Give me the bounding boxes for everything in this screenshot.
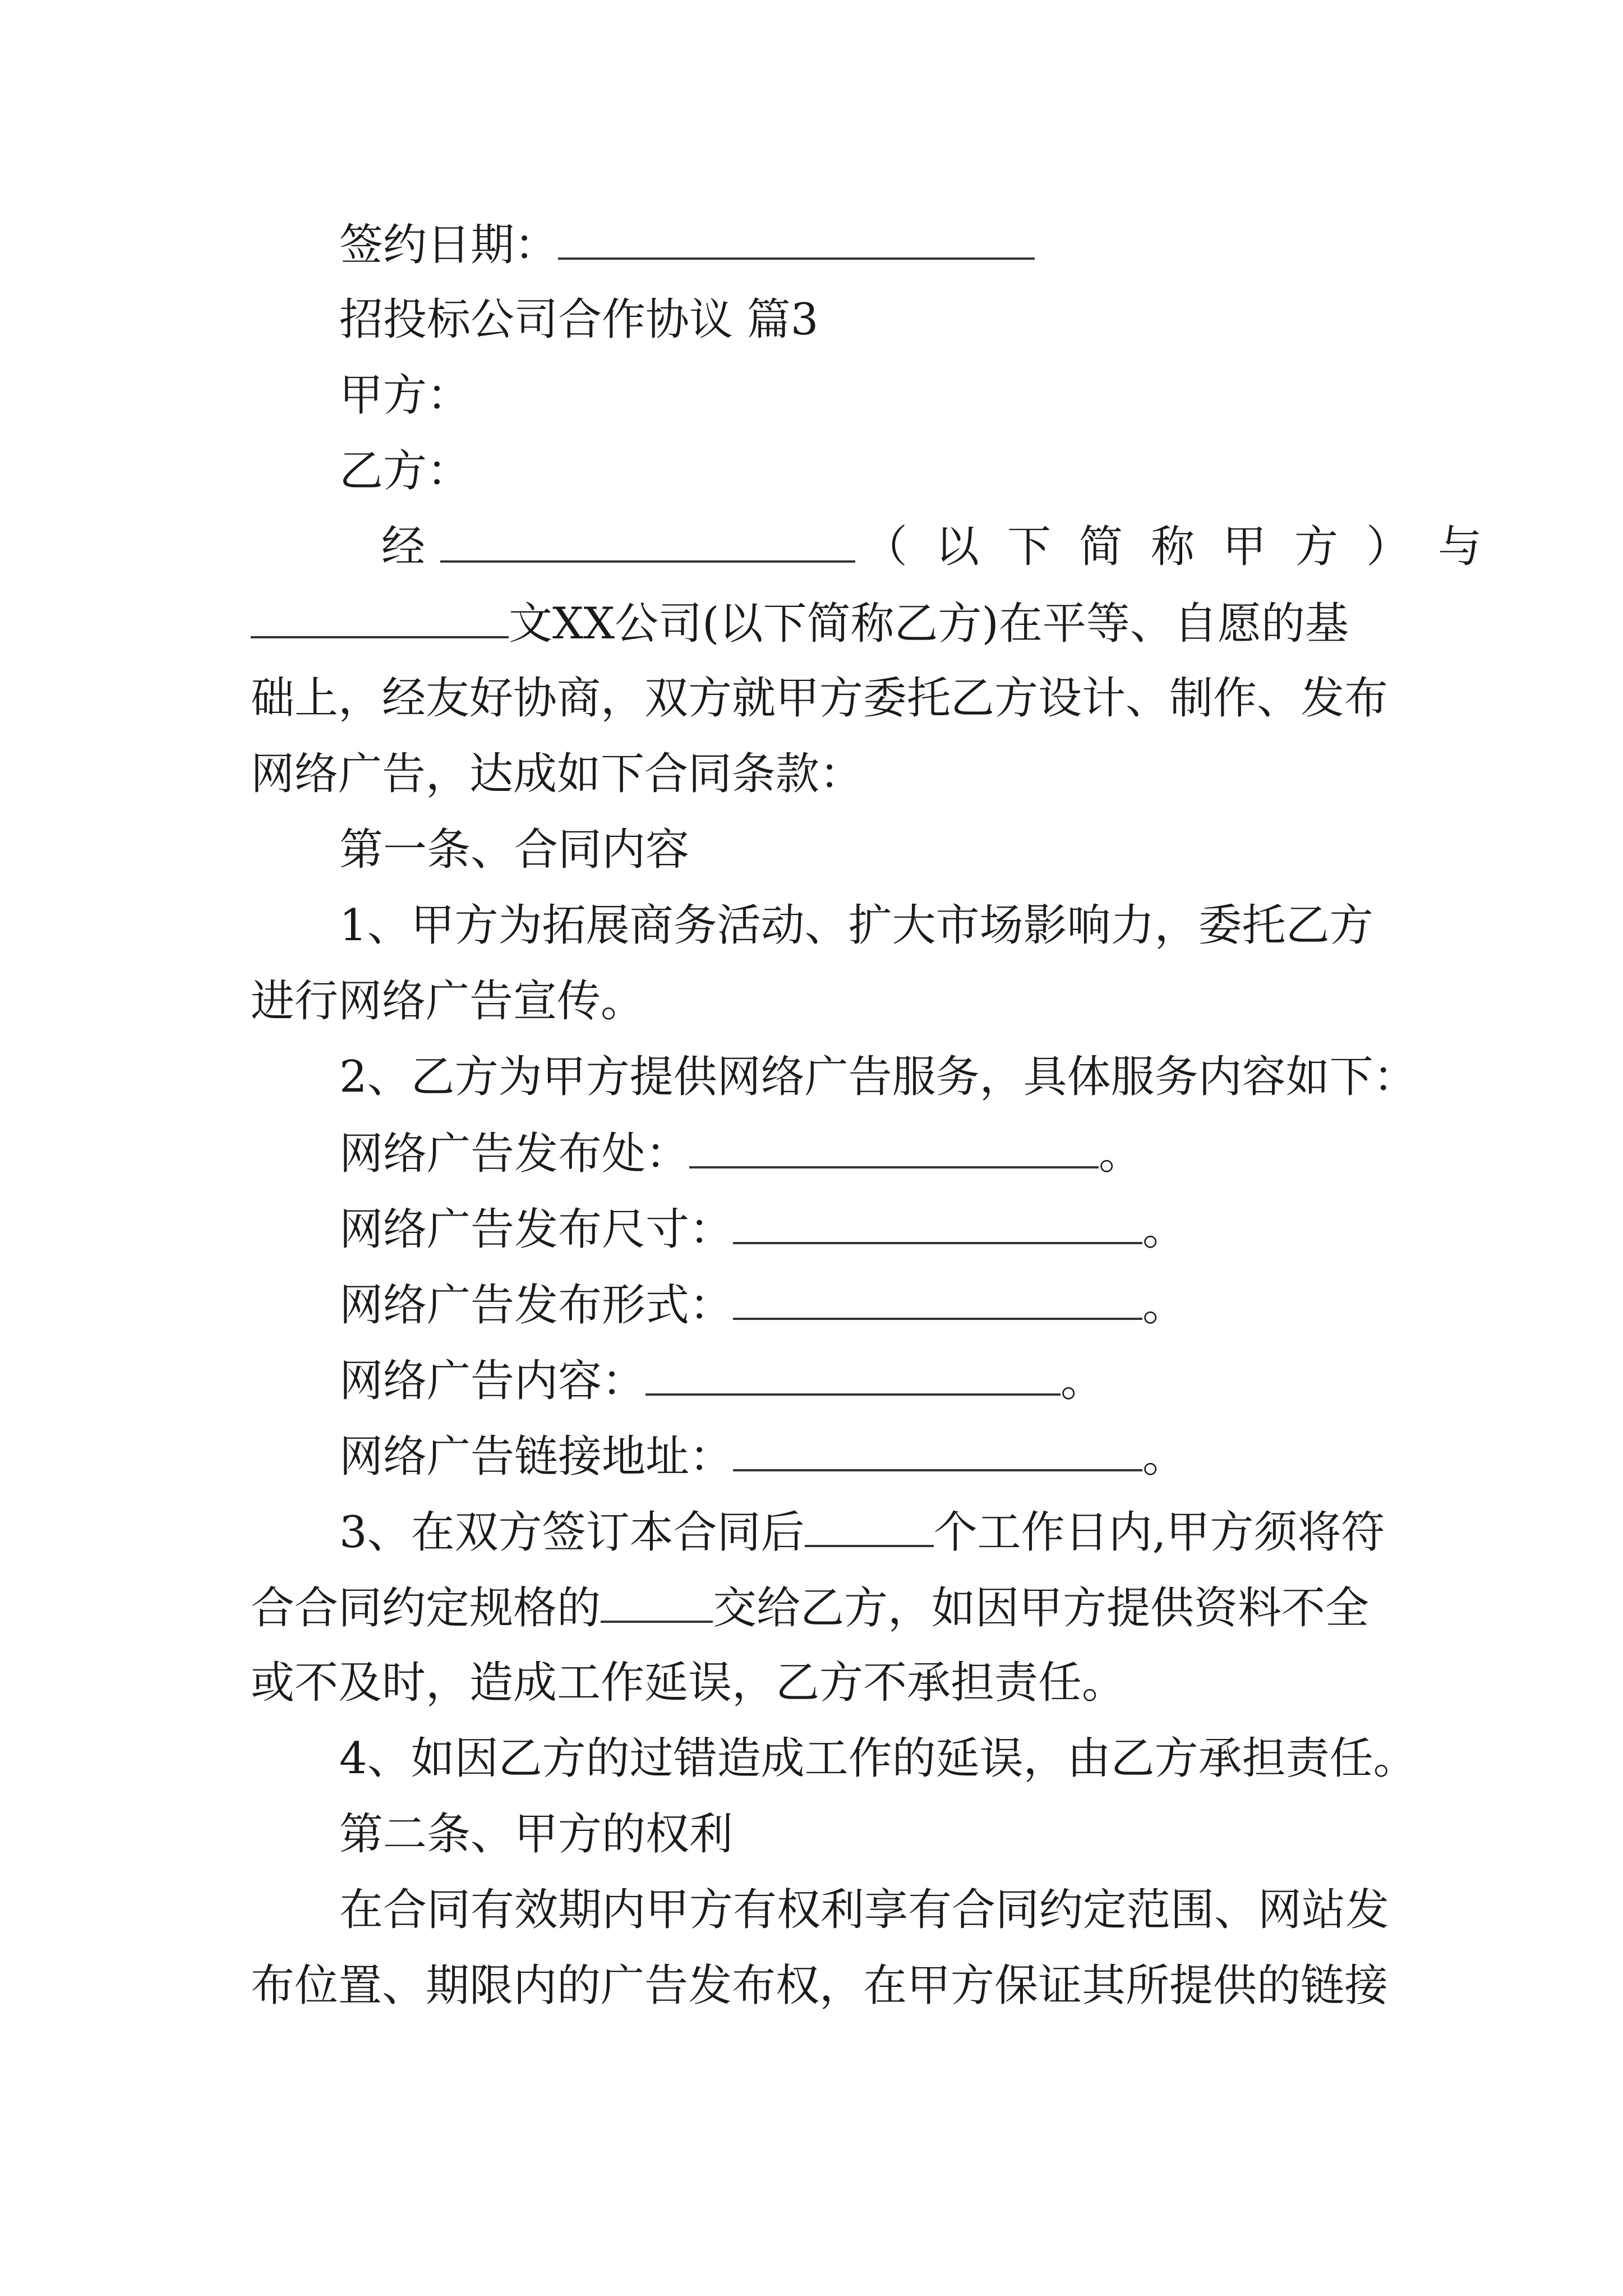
intro-line-1 [381, 519, 425, 575]
sign-date-label: 签约日期： [339, 220, 559, 270]
article-1-para-3-line-3: 或不及时，造成工作延误，乙方不承担责任。 [251, 1658, 1126, 1708]
document-heading: 招投标公司合作协议 篇3 [339, 295, 819, 345]
ad-content-label: 网络广告内容： [339, 1356, 646, 1406]
ad-size-period: 。 [1142, 1204, 1187, 1255]
sign-date-blank [558, 216, 1035, 260]
ad-link-period: 。 [1142, 1432, 1187, 1482]
ad-size-line [339, 1200, 1186, 1257]
para-3-end: 个工作日内,甲方须将符 [933, 1507, 1385, 1558]
ad-content-line [339, 1352, 1104, 1408]
ad-content-blank [645, 1352, 1061, 1396]
intro-line-3: 础上，经友好协商，双方就甲方委托乙方设计、制作、发布 [251, 673, 1389, 724]
ad-size-label: 网络广告发布尺寸： [339, 1204, 734, 1255]
intro-line-1-end: （以下简称甲方）与 [864, 522, 1510, 572]
materials-blank [601, 1579, 713, 1623]
ad-size-blank [733, 1200, 1142, 1244]
ad-link-blank [733, 1428, 1142, 1471]
intro-line-2-text: 文XX公司(以下简称乙方)在平等、自愿的基 [509, 599, 1349, 649]
article-1-title: 第一条、合同内容 [339, 825, 690, 875]
ad-location-line [339, 1125, 1142, 1181]
ad-form-period: 。 [1142, 1280, 1187, 1331]
workdays-blank [805, 1503, 934, 1547]
article-1-para-3-line-2 [251, 1579, 1369, 1635]
ad-link-line [339, 1428, 1186, 1484]
ad-link-label: 网络广告链接地址： [339, 1432, 734, 1482]
ad-location-period: 。 [1099, 1129, 1143, 1179]
para-3b-start: 合合同约定规格的 [251, 1583, 601, 1634]
ad-location-label: 网络广告发布处： [339, 1129, 690, 1179]
party-a-name-blank [440, 519, 855, 563]
ad-location-blank [689, 1125, 1099, 1168]
ad-content-period: 。 [1061, 1356, 1105, 1406]
para-3b-end: 交给乙方，如因甲方提供资料不全 [713, 1583, 1370, 1634]
party-b-line: 乙方： [339, 446, 471, 496]
intro-start-text: 经 [381, 522, 426, 572]
party-a-line: 甲方： [339, 370, 471, 421]
para-3-start: 3、在双方签订本合同后 [339, 1507, 805, 1558]
article-1-para-2: 2、乙方为甲方提供网络广告服务，具体服务内容如下： [339, 1052, 1417, 1102]
article-2-para-1-line-1: 在合同有效期内甲方有权利享有合同约定范围、网站发 [339, 1885, 1390, 1935]
ad-form-line [339, 1276, 1186, 1332]
sign-date-line [339, 216, 1035, 272]
article-1-para-1-line-1: 1、甲方为拓展商务活动、扩大市场影响力，委托乙方 [339, 900, 1373, 951]
ad-form-label: 网络广告发布形式： [339, 1280, 734, 1331]
intro-line-2 [251, 595, 1349, 651]
party-b-name-blank [251, 595, 509, 638]
article-1-para-1-line-2: 进行网络广告宣传。 [251, 976, 645, 1027]
intro-line-1-blank-wrap [440, 519, 855, 575]
article-2-title: 第二条、甲方的权利 [339, 1809, 734, 1860]
article-2-para-1-line-2: 布位置、期限内的广告发布权，在甲方保证其所提供的链接 [251, 1961, 1389, 2011]
intro-line-4: 网络广告，达成如下合同条款： [251, 749, 864, 799]
article-1-para-4: 4、如因乙方的过错造成工作的延误，由乙方承担责任。 [339, 1733, 1417, 1784]
ad-form-blank [733, 1276, 1142, 1320]
article-1-para-3-line-1 [339, 1503, 1385, 1559]
